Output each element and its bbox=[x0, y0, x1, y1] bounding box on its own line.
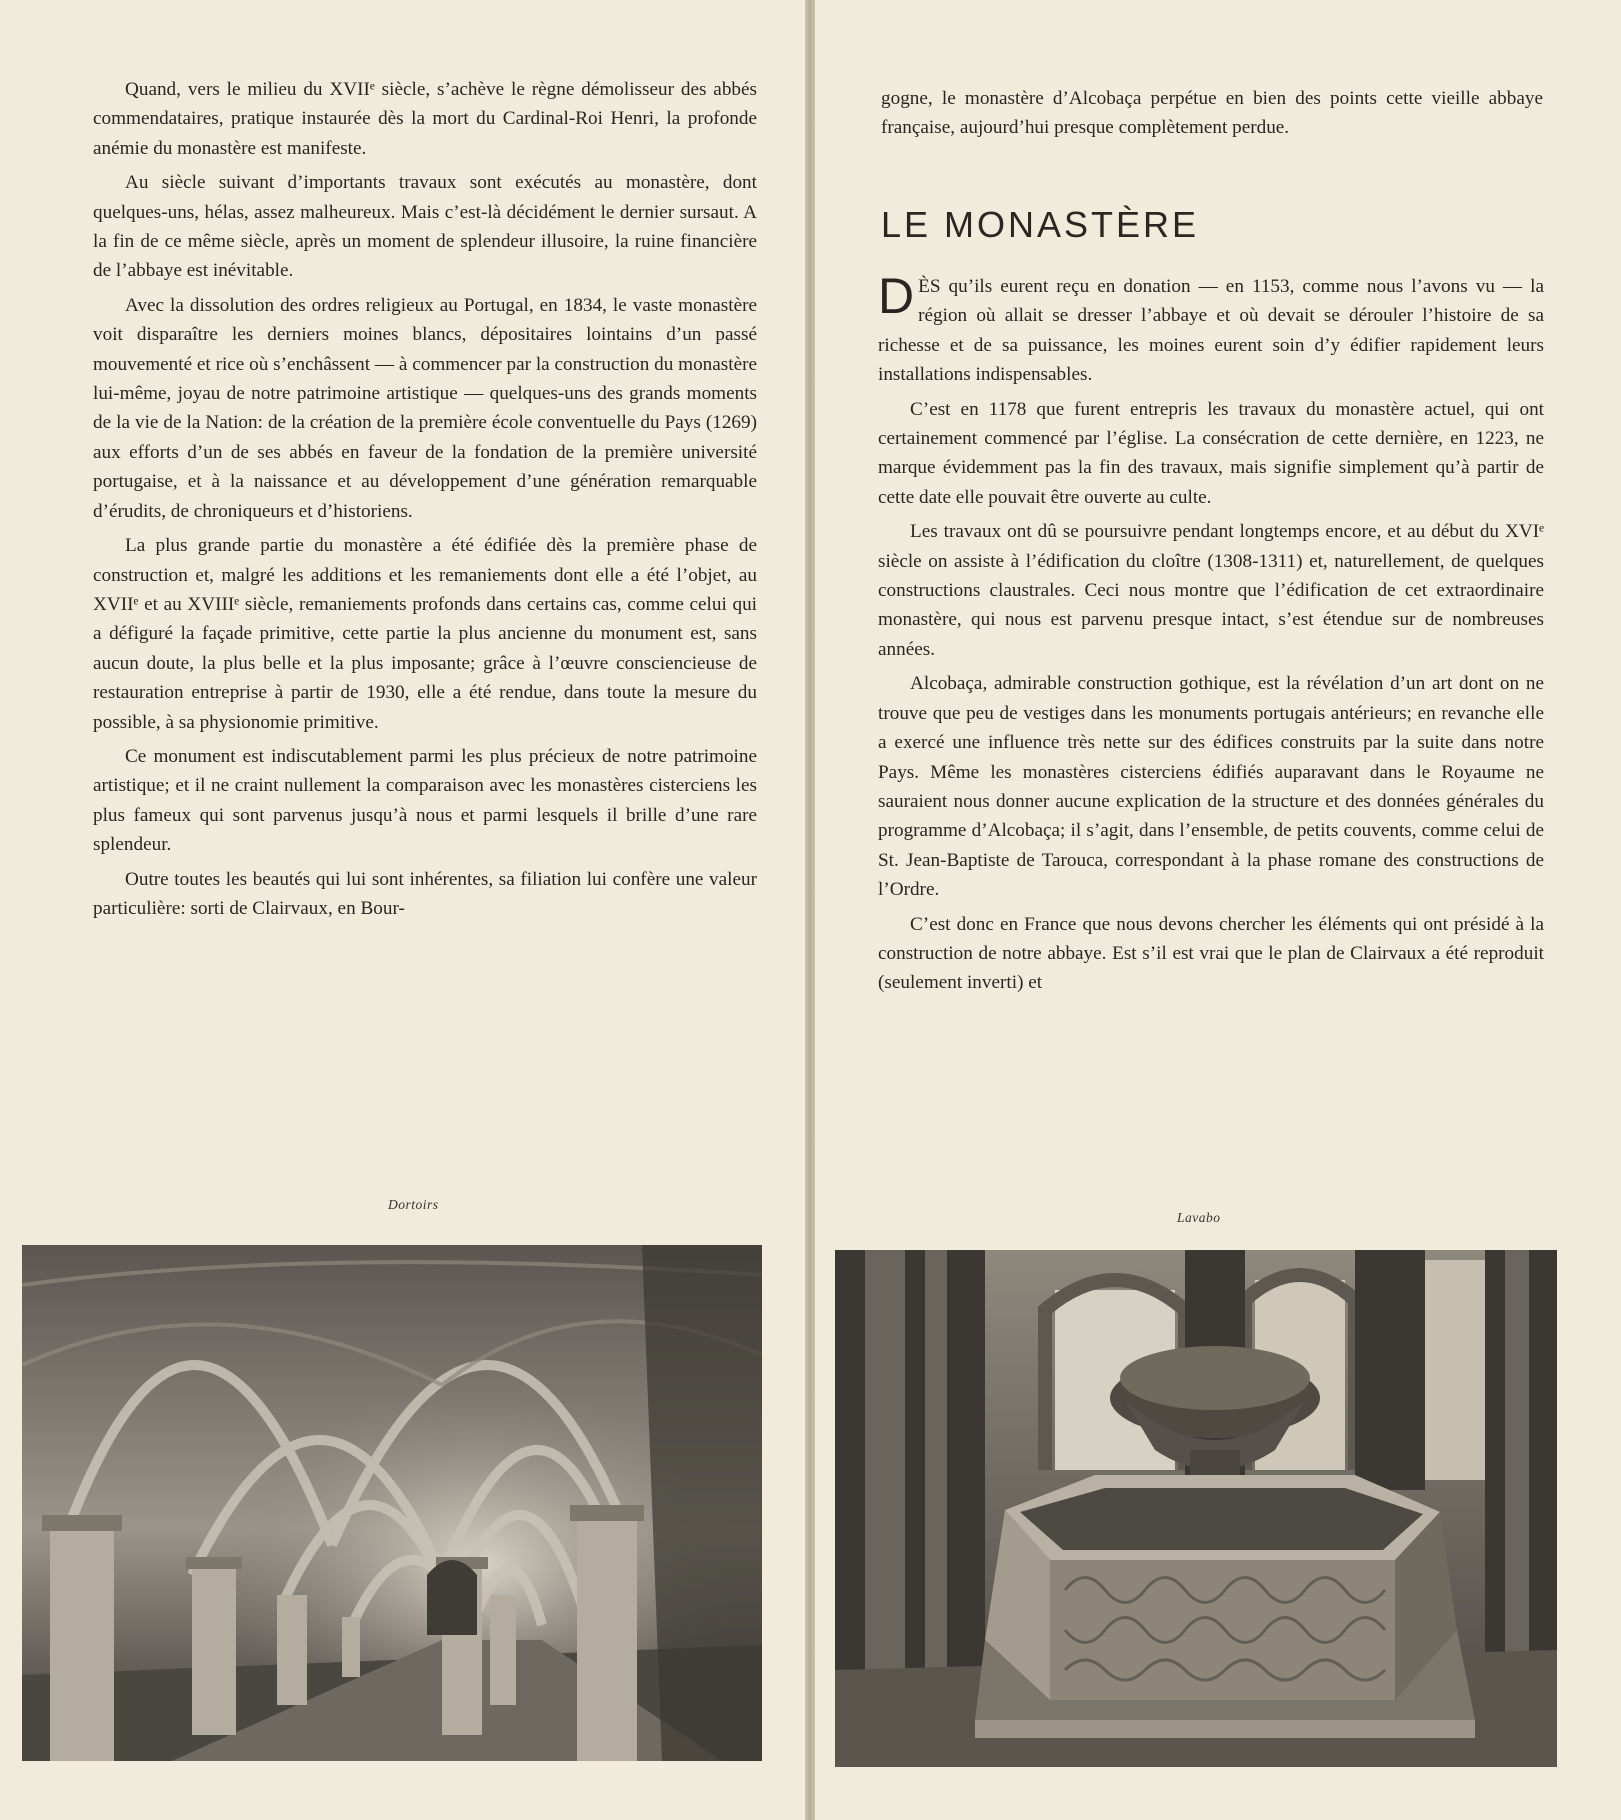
section-heading: LE MONASTÈRE bbox=[881, 204, 1200, 245]
paragraph: Avec la dissolution des ordres religieux au Portugal, en 1834, le vaste monastère voit disparaître les derniers moines blancs, dépositaires lointains d’un passé mouvementé et rice où s’enchâssent — à commencer par la construction du monastère lui-même, joyau de notre patrimoine artistique — quelques-uns des grands moments de la vie de la Nation: de la création de la première école conventuelle du Pays (1269) aux efforts d’un de ses abbés en faveur de la fondation de la première université portugaise, et à la naissance et au développement d’une génération remarquable d’érudits, de chroniqueurs et d’historiens. bbox=[93, 294, 757, 522]
paragraph: Quand, vers le milieu du XVIIᵉ siècle, s’achève le règne démolisseur des abbés commendataires, pratique instaurée dès la mort du Cardinal-Roi Henri, la profonde anémie du monastère est manifeste. bbox=[93, 79, 757, 159]
right-text-column bbox=[878, 268, 1544, 1003]
photo-caption-lavabo: Lavabo bbox=[1177, 1210, 1221, 1225]
lavabo-photo bbox=[835, 1250, 1557, 1767]
paragraph: Alcobaça, admirable construction gothique, est la révélation d’un art dont on ne trouve que peu de vestiges dans les monuments portugais antérieurs; en revanche elle a exercé une influence très nette sur des édifices construits par la suite dans notre Pays. Même les monastères cisterciens édifiés auparavant dans le Royaume ne sauraient nous donner aucune explication de la structure et des données générales du programme d’Alcobaça; il s’agit, dans l’ensemble, de petits couvents, comme celui de St. Jean-Baptiste de Tarouca, correspondant à la phase romane des constructions de l’Ordre. bbox=[878, 673, 1544, 901]
paragraph: Outre toutes les beautés qui lui sont inhérentes, sa filiation lui confère une valeur particulière: sorti de Clairvaux, en Bour- bbox=[93, 868, 757, 919]
drop-cap: D bbox=[878, 268, 915, 324]
fountain-illustration bbox=[835, 1250, 1557, 1767]
paragraph: C’est donc en France que nous devons chercher les éléments qui ont présidé à la construction de notre abbaye. Est s’il est vrai que le plan de Clairvaux a été reproduit (seulement inverti) et bbox=[878, 913, 1544, 994]
right-continuation-text bbox=[881, 84, 1543, 148]
first-paragraph-text: ÈS qu’ils eurent reçu en donation — en 1153, comme nous l’avons vu — la région où allait se dresser l’abbaye et où devait se dérouler l’histoire de sa richesse et de sa puissance, les moines eurent soin d’y édifier rapidement leurs installations indispensables. bbox=[878, 276, 1544, 386]
paragraph: La plus grande partie du monastère a été édifiée dès la première phase de construction et, malgré les additions et les remaniements dont elle a été l’objet, au XVIIᵉ et au XVIIIᵉ siècle, remaniements profonds dans certains cas, comme celui qui a défiguré la façade primitive, cette partie la plus ancienne du monument est, sans aucun doute, la plus belle et la plus imposante; grâce à l’œuvre consciencieuse de restauration entreprise à partir de 1930, elle a été rendue, dans toute la mesure du possible, à sa physionomie primitive. bbox=[93, 535, 757, 733]
paragraph: Au siècle suivant d’importants travaux sont exécutés au monastère, dont quelques-uns, hélas, assez malheureux. Mais c’est-là décidément le dernier sursaut. A la fin de ce même siècle, après un moment de splendeur illusoire, la ruine financière de l’abbaye est inévitable. bbox=[93, 172, 757, 282]
paragraph: Les travaux ont dû se poursuivre pendant longtemps encore, et au début du XVIᵉ siècle on assiste à l’édification du cloître (1308-1311) et, naturellement, de quelques constructions claustrales. Ceci nous montre que l’édification de cet extraordinaire monastère, qui nous est parvenu presque intact, s’est étendue sur de nombreuses années. bbox=[878, 521, 1544, 660]
right-page bbox=[814, 0, 1621, 1820]
paragraph: Ce monument est indiscutablement parmi les plus précieux de notre patrimoine artistique; et il ne craint nullement la comparaison avec les monastères cisterciens les plus fameux qui sont parvenus jusqu’à nous et parmi lesquels il brille d’une rare splendeur. bbox=[93, 745, 757, 856]
left-text-column bbox=[93, 75, 757, 928]
paragraph: C’est en 1178 que furent entrepris les travaux du monastère actuel, qui ont certainement commencé par l’église. La consécration de cette dernière, en 1223, ne marque évidemment pas la fin des travaux, mais signifie simplement qu’à partir de cette date elle pouvait être ouverte au culte. bbox=[878, 398, 1544, 508]
photo-caption-dortoirs: Dortoirs bbox=[388, 1197, 439, 1212]
dormitory-photo bbox=[22, 1245, 762, 1761]
first-paragraph bbox=[878, 268, 1544, 390]
paragraph: gogne, le monastère d’Alcobaça perpétue en bien des points cette vieille abbaye française, aujourd’hui presque complètement perdue. bbox=[881, 88, 1543, 139]
left-page bbox=[0, 0, 806, 1820]
vaulted-hall-illustration bbox=[22, 1245, 762, 1761]
